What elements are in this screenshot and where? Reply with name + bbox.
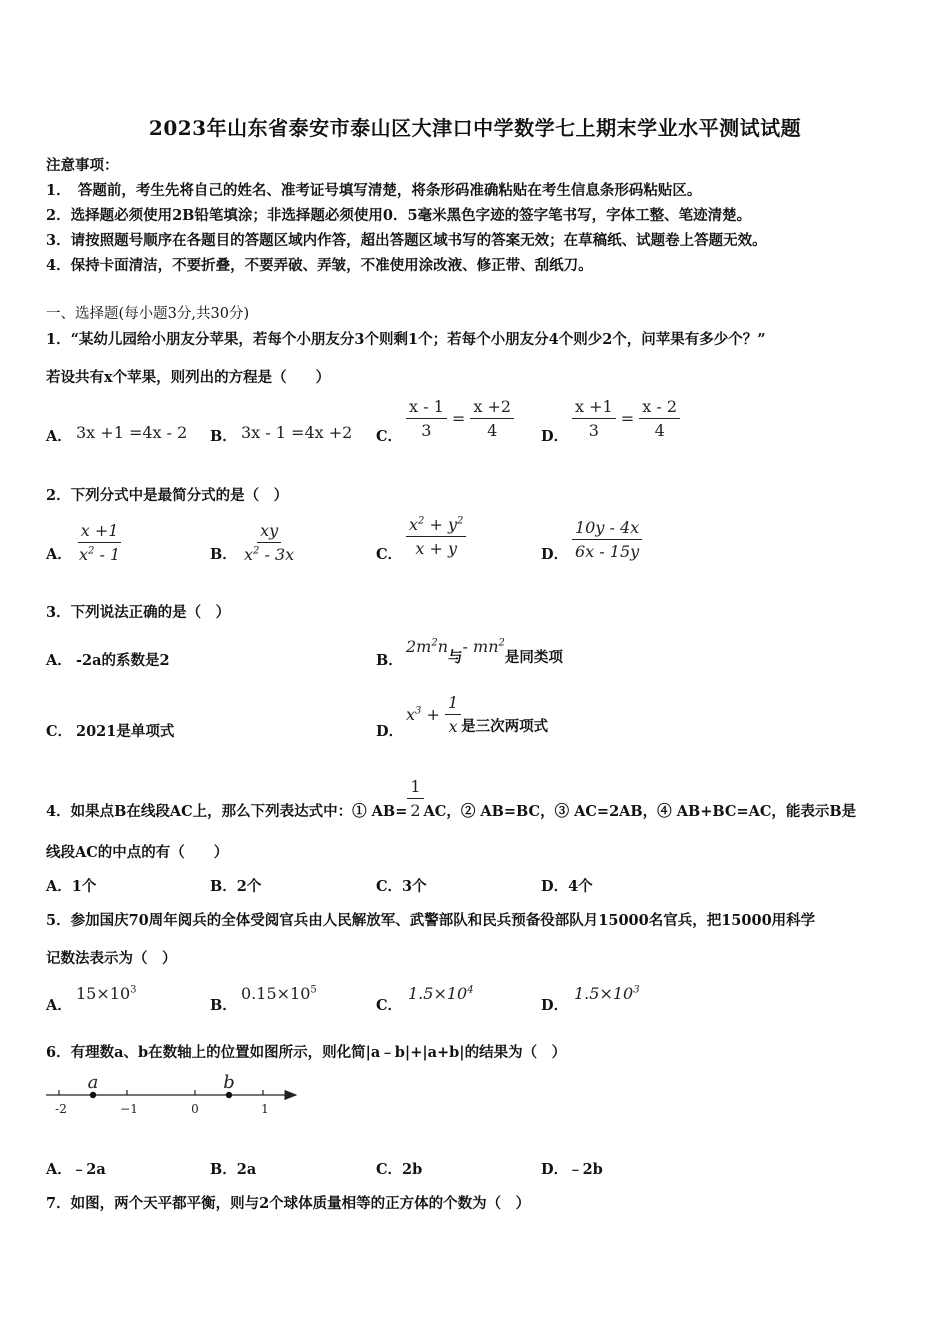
q1-option-c [406, 397, 514, 440]
number-line-figure [40, 1068, 310, 1122]
q5-option-b: $0.15\times 10^5$ [241, 984, 317, 1003]
option-label: A． [46, 652, 72, 669]
option-label: A． [46, 428, 72, 445]
axis-tick-label: −1 [120, 1102, 138, 1116]
axis-tick-label: 1 [261, 1102, 269, 1116]
question-1-line2: 若设共有x个苹果，则列出的方程是（ ） [46, 369, 331, 386]
notice-item: 1． 答题前，考生先将自己的姓名、准考证号填写清楚，将条形码准确粘贴在考生信息条形码粘贴区。 [46, 182, 702, 199]
q6-option-c: C．2b [376, 1161, 423, 1178]
q1-option-a: 3x +1 =4x - 2 [76, 423, 188, 442]
q4-option-a: A．1个 [46, 878, 97, 895]
q5-option-d: $1.5\times 10^3$ [574, 984, 640, 1003]
question-4-stem: 4．如果点B在线段AC上，那么下列表达式中：① AB= $\frac{1}{2}$ AC，② AB=BC，③ AC=2AB，④ AB+BC=AC，能表示B是 [46, 777, 857, 820]
frac-numerator: $x^2 + y^2$ [406, 515, 466, 537]
option-label: D． [541, 997, 569, 1014]
q2-option-c [406, 515, 466, 558]
question-7-stem: 7．如图，两个天平都平衡，则与2个球体质量相等的正方体的个数为（ ） [46, 1195, 531, 1212]
frac-numerator: 10y - 4x [572, 518, 642, 540]
q1-option-b: 3x - 1 =4x +2 [241, 423, 353, 442]
frac-denominator: 3 [588, 421, 599, 440]
question-1-line1: 1．“某幼儿园给小朋友分苹果，若每个小朋友分3个则剩1个；若每个小朋友分4个则少2个，问苹果有多少个？” [46, 331, 766, 348]
option-label: C． [376, 546, 403, 563]
option-label: A． [46, 997, 72, 1014]
question-2-stem: 2．下列分式中是最简分式的是（ ） [46, 487, 289, 504]
frac-denominator: 6x - 15y [575, 542, 640, 561]
q6-option-b: B．2a [210, 1161, 257, 1178]
frac-numerator: x - 1 [406, 397, 447, 419]
option-label: D． [541, 546, 569, 563]
q4-option-d: D．4个 [541, 878, 593, 895]
option-label: B． [210, 546, 237, 563]
q3-option-b: $2m^2n$与- $mn^2$是同类项 [406, 637, 563, 666]
frac-denominator: x + y [415, 539, 458, 558]
axis-tick-label: 0 [191, 1102, 199, 1116]
option-label: A． [46, 546, 72, 563]
equals-sign: = [451, 409, 466, 428]
frac-numerator: x +2 [470, 397, 514, 419]
option-label: C． [46, 723, 73, 740]
question-6-stem: 6．有理数a、b在数轴上的位置如图所示，则化简|a﹣b|+|a+b|的结果为（ ） [46, 1044, 567, 1061]
option-label: B． [210, 428, 237, 445]
q1-option-d [572, 397, 680, 440]
q6-option-a: A．﹣2a [46, 1161, 106, 1178]
question-3-stem: 3．下列说法正确的是（ ） [46, 604, 231, 621]
option-label: B． [376, 652, 403, 669]
option-label: D． [541, 428, 569, 445]
notice-item: 2．选择题必须使用2B铅笔填涂；非选择题必须使用0．5毫米黑色字迹的签字笔书写，字体工整、笔迹清楚。 [46, 207, 752, 224]
point-b-label: b [223, 1072, 235, 1093]
axis-tick-label: -2 [55, 1102, 67, 1116]
frac-numerator: xy [257, 521, 281, 543]
q3-option-d: $x^3$ + $\frac{1}{x}$ 是三次两项式 [406, 693, 549, 736]
point-a-label: a [87, 1072, 99, 1093]
notice-item: 3．请按照题号顺序在各题目的答题区域内作答，超出答题区域书写的答案无效；在草稿纸、试题卷上答题无效。 [46, 232, 767, 249]
q4-option-b: B．2个 [210, 878, 262, 895]
option-label: C． [376, 428, 403, 445]
section-heading: 一、选择题(每小题3分,共30分) [46, 306, 250, 322]
frac-denominator: $x^2 - 3x$ [244, 545, 295, 564]
q2-option-b [241, 521, 297, 564]
option-label: B． [210, 997, 237, 1014]
question-5-line1: 5．参加国庆70周年阅兵的全体受阅官兵由人民解放军、武警部队和民兵预备役部队月15000名官兵，把15000用科学 [46, 912, 816, 929]
frac-denominator: $x^2 - 1$ [79, 545, 121, 564]
q6-option-d: D．﹣2b [541, 1161, 603, 1178]
q3-option-c: 2021是单项式 [76, 723, 175, 740]
q5-option-c: $1.5\times 10^4$ [408, 984, 474, 1003]
notice-heading: 注意事项： [46, 157, 119, 174]
page-title: 2023年山东省泰安市泰山区大津口中学数学七上期末学业水平测试试题 [148, 116, 802, 140]
equals-sign: = [620, 409, 635, 428]
question-5-line2: 记数法表示为（ ） [46, 950, 177, 967]
q2-option-d [572, 518, 642, 561]
frac-denominator: 4 [487, 421, 498, 440]
q3-option-a: -2a的系数是2 [76, 652, 170, 669]
frac-denominator: 3 [421, 421, 432, 440]
frac-denominator: 4 [654, 421, 665, 440]
frac-numerator: x +1 [78, 521, 122, 543]
question-4-line2: 线段AC的中点的有（ ） [46, 844, 229, 861]
q5-option-a: $15\times 10^3$ [76, 984, 137, 1003]
notice-item: 4．保持卡面清洁，不要折叠，不要弄破、弄皱，不准使用涂改液、修正带、刮纸刀。 [46, 257, 593, 274]
q2-option-a [76, 521, 123, 564]
frac-numerator: x - 2 [639, 397, 680, 419]
frac-numerator: x +1 [572, 397, 616, 419]
option-label: D． [376, 723, 404, 740]
option-label: C． [376, 997, 403, 1014]
q4-option-c: C．3个 [376, 878, 427, 895]
